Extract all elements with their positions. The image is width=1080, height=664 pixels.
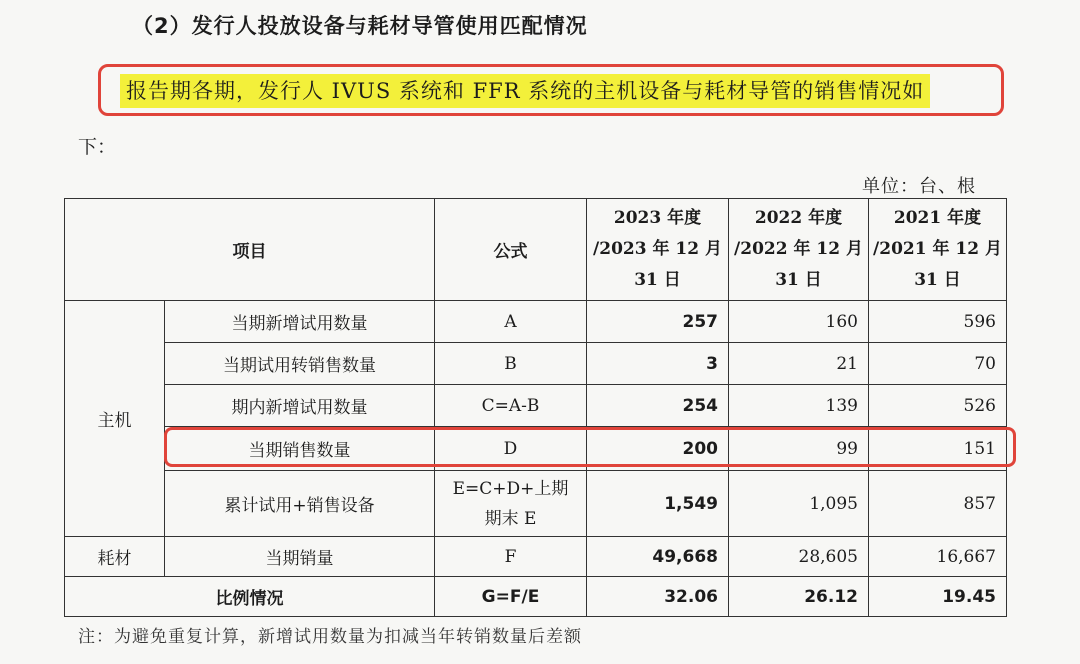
table-row — [65, 301, 1007, 343]
cell-2023: 254 — [587, 385, 729, 427]
group-consumable: 耗材 — [65, 537, 165, 577]
header-2023-line2: /2023 年 12 月 — [593, 239, 722, 259]
table-row — [65, 537, 1007, 577]
row-item: 累计试用+销售设备 — [165, 471, 435, 537]
header-2022 — [729, 199, 869, 301]
row-item: 当期试用转销售数量 — [165, 343, 435, 385]
cell-2021: 857 — [869, 471, 1007, 537]
table-row — [65, 427, 1007, 471]
ratio-2021: 19.45 — [869, 577, 1007, 617]
cell-2023: 3 — [587, 343, 729, 385]
table-note: 注：为避免重复计算，新增试用数量为扣减当年转销数量后差额 — [78, 627, 582, 647]
ratio-label: 比例情况 — [65, 577, 435, 617]
intro-highlighted-text: 报告期各期，发行人 IVUS 系统和 FFR 系统的主机设备与耗材导管的销售情况如 — [120, 74, 930, 108]
cell-2023: 1,549 — [587, 471, 729, 537]
header-formula: 公式 — [435, 199, 587, 301]
table-row-ratio — [65, 577, 1007, 617]
intro-continuation: 下： — [78, 136, 117, 158]
row-formula: A — [435, 301, 587, 343]
cell-2022: 160 — [729, 301, 869, 343]
header-2021-line2: /2021 年 12 月 — [873, 239, 1002, 259]
header-2022-line3: 31 日 — [775, 270, 822, 290]
row-formula: C=A-B — [435, 385, 587, 427]
table-header-row — [65, 199, 1007, 301]
cell-2023: 49,668 — [587, 537, 729, 577]
cell-2021: 151 — [869, 427, 1007, 471]
cell-2021: 16,667 — [869, 537, 1007, 577]
cell-2022: 21 — [729, 343, 869, 385]
header-2022-line1: 2022 年度 — [754, 208, 843, 228]
row-item: 当期销量 — [165, 537, 435, 577]
header-2021-line1: 2021 年度 — [893, 208, 982, 228]
header-2022-line2: /2022 年 12 月 — [734, 239, 863, 259]
table-row — [65, 343, 1007, 385]
row-formula — [435, 471, 587, 537]
cell-2021: 596 — [869, 301, 1007, 343]
cell-2022: 99 — [729, 427, 869, 471]
header-2023 — [587, 199, 729, 301]
ratio-formula: G=F/E — [435, 577, 587, 617]
ratio-2022: 26.12 — [729, 577, 869, 617]
cell-2021: 70 — [869, 343, 1007, 385]
cell-2022: 139 — [729, 385, 869, 427]
unit-label: 单位：台、根 — [862, 176, 976, 197]
row-formula: B — [435, 343, 587, 385]
row-formula-line2: 期末 E — [484, 508, 537, 529]
cell-2022: 1,095 — [729, 471, 869, 537]
cell-2021: 526 — [869, 385, 1007, 427]
section-heading: （2）发行人投放设备与耗材导管使用匹配情况 — [132, 14, 588, 38]
row-item: 当期新增试用数量 — [165, 301, 435, 343]
header-2023-line1: 2023 年度 — [613, 208, 702, 228]
cell-2023: 200 — [587, 427, 729, 471]
header-2021 — [869, 199, 1007, 301]
row-formula: F — [435, 537, 587, 577]
cell-2023: 257 — [587, 301, 729, 343]
sales-table — [64, 198, 1007, 617]
row-formula-line1: E=C+D+上期 — [452, 478, 569, 499]
table-row — [65, 471, 1007, 537]
header-2023-line3: 31 日 — [634, 270, 681, 290]
table-row — [65, 385, 1007, 427]
row-item: 期内新增试用数量 — [165, 385, 435, 427]
row-item: 当期销售数量 — [165, 427, 435, 471]
row-formula: D — [435, 427, 587, 471]
group-host: 主机 — [65, 301, 165, 537]
ratio-2023: 32.06 — [587, 577, 729, 617]
header-item: 项目 — [65, 199, 435, 301]
cell-2022: 28,605 — [729, 537, 869, 577]
header-2021-line3: 31 日 — [914, 270, 961, 290]
